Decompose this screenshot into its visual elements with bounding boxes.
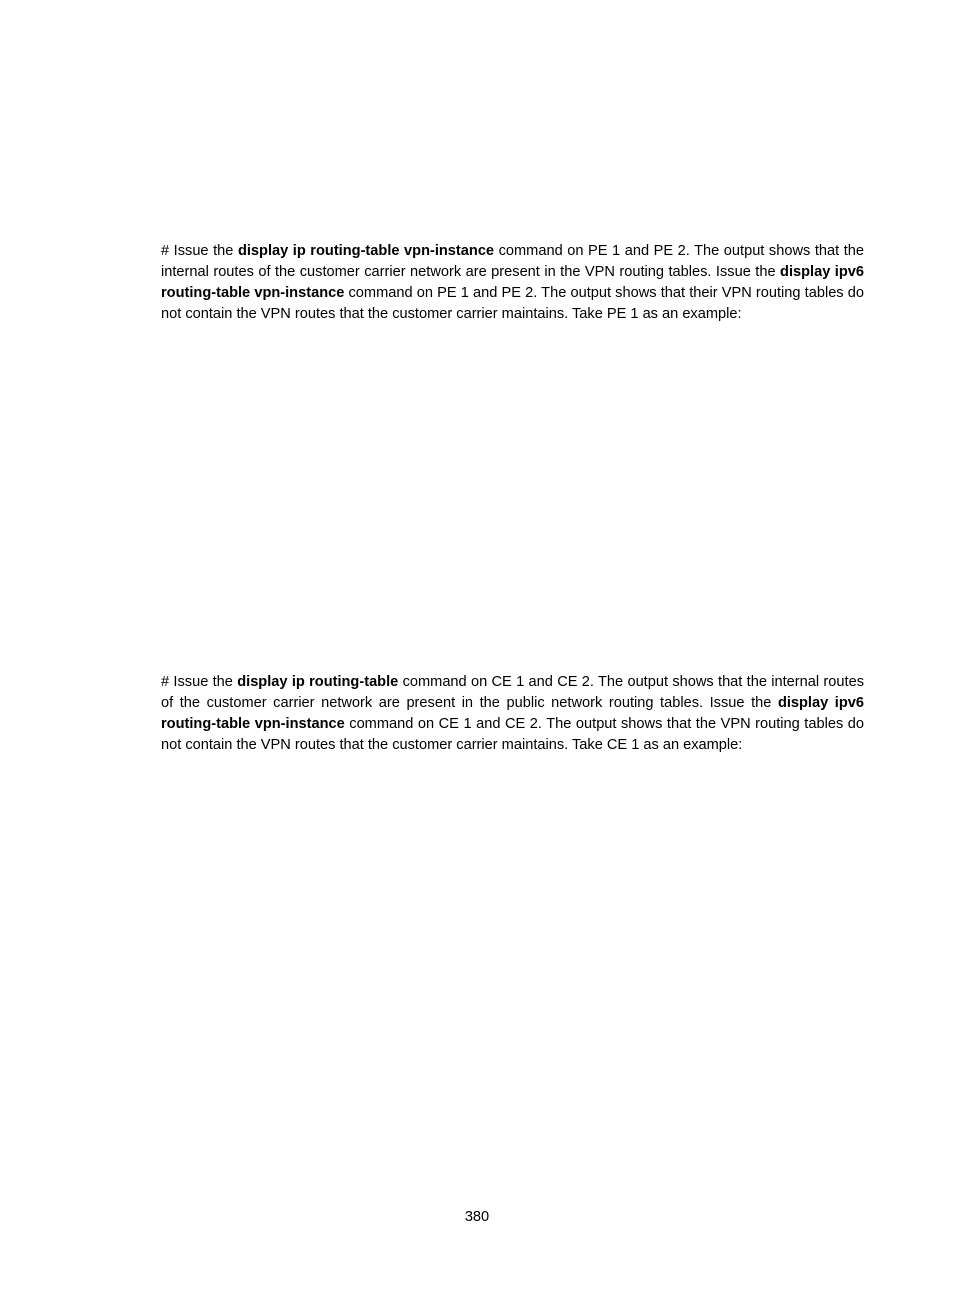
text-segment: command on CE 1 and CE 2. The output shows that the VPN routing tables do not contain the VPN routes that the customer carrier maintains. Take CE 1 as an example: xyxy=(161,716,865,753)
command-display-ipv6-routing-table-vpn-instance: display ipv6 routing-table vpn-instance xyxy=(161,264,865,301)
text-segment: # Issue the xyxy=(161,674,238,690)
paragraph-ce-routing-check xyxy=(161,672,864,756)
command-display-ip-routing-table: display ip routing-table xyxy=(237,674,399,690)
command-display-ipv6-routing-table-vpn-instance: display ipv6 routing-table vpn-instance xyxy=(161,695,864,732)
command-display-ip-routing-table-vpn-instance: display ip routing-table vpn-instance xyxy=(237,243,495,259)
text-segment: command on CE 1 and CE 2. The output shows that the internal routes of the customer carrier network are present in the public network routing tables. Issue the xyxy=(161,674,864,711)
text-segment: # Issue the xyxy=(161,243,238,259)
paragraph-pe-routing-check xyxy=(161,241,864,325)
text-segment: command on PE 1 and PE 2. The output shows that their VPN routing tables do not contain the VPN routes that the customer carrier maintains. Take PE 1 as an example: xyxy=(161,285,864,322)
page-number: 380 xyxy=(464,1209,490,1225)
text-segment: command on PE 1 and PE 2. The output shows that the internal routes of the customer carrier network are present in the VPN routing tables. Issue the xyxy=(161,243,865,280)
